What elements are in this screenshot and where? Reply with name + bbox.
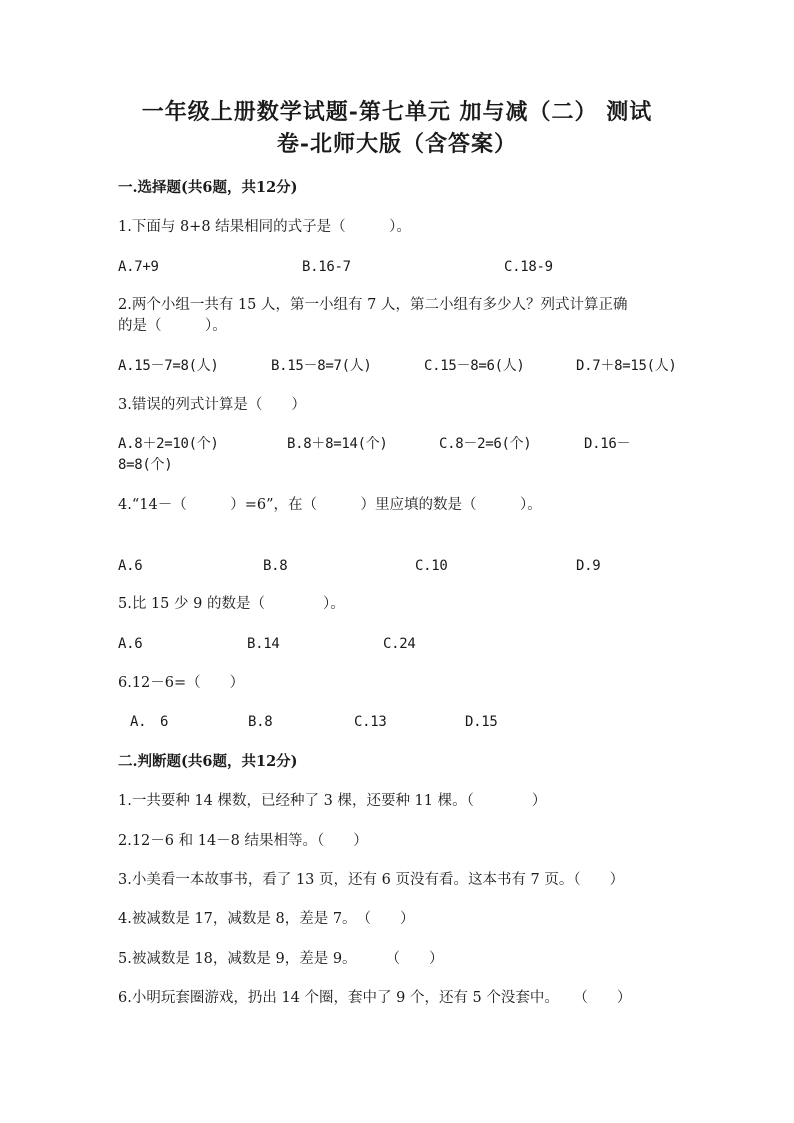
q5-option-b: B.14: [247, 636, 280, 652]
q4-option-b: B.8: [263, 558, 288, 574]
q2-option-c: C.15－8=6(人): [424, 358, 525, 374]
q3-option-c: C.8－2=6(个): [439, 436, 532, 452]
question-5: 5.比 15 少 9 的数是（ ）。: [118, 596, 345, 612]
question-1: 1.下面与 8+8 结果相同的式子是（ ）。: [118, 219, 411, 235]
q4-option-a: A.6: [118, 558, 143, 574]
q1-option-a: A.7+9: [118, 259, 159, 275]
judgement-item-4: 4.被减数是 17，减数是 8，差是 7。 （ ）: [118, 911, 415, 927]
q2-option-a: A.15－7=8(人): [118, 358, 219, 374]
q1-option-b: B.16-7: [302, 259, 351, 275]
judgement-item-6: 6.小明玩套圈游戏，扔出 14 个圈，套中了 9 个，还有 5 个没套中。 （ ）: [118, 990, 632, 1006]
question-2-line-1: 2.两个小组一共有 15 人，第一小组有 7 人，第二小组有多少人？列式计算正确: [118, 297, 628, 313]
q4-option-d: D.9: [576, 558, 601, 574]
question-3: 3.错误的列式计算是（ ）: [118, 397, 306, 413]
q1-option-c: C.18-9: [504, 259, 553, 275]
question-4: 4.“14－（ ）=6”，在（ ）里应填的数是（ ）。: [118, 497, 542, 513]
judgement-item-3: 3.小美看一本故事书，看了 13 页，还有 6 页没有看。这本书有 7 页。（ ）: [118, 872, 625, 888]
q5-option-a: A.6: [118, 636, 143, 652]
title-line-2: 卷-北师大版（含答案）: [276, 131, 518, 157]
q2-option-d: D.7＋8=15(人): [576, 358, 677, 374]
judgement-item-2: 2.12－6 和 14－8 结果相等。（ ）: [118, 833, 368, 849]
title-line-1: 一年级上册数学试题-第七单元 加与减（二） 测试: [141, 99, 653, 125]
q3-option-d: D.16－: [584, 436, 631, 452]
question-2-line-2: 的是（ ）。: [118, 318, 227, 334]
q2-option-b: B.15－8=7(人): [271, 358, 372, 374]
question-6: 6.12－6=（ ）: [118, 675, 245, 691]
q6-option-b: B.8: [248, 714, 273, 730]
q5-option-c: C.24: [383, 636, 416, 652]
judgement-item-5: 5.被减数是 18，减数是 9，差是 9。 （ ）: [118, 951, 444, 967]
q3-option-b: B.8＋8=14(个): [287, 436, 388, 452]
q4-option-c: C.10: [415, 558, 448, 574]
q3-option-d-continued: 8=8(个): [118, 457, 173, 473]
judgement-item-1: 1.一共要种 14 棵数，已经种了 3 棵，还要种 11 棵。（ ）: [118, 793, 547, 809]
q3-option-a: A.8＋2=10(个): [118, 436, 219, 452]
section-1-heading: 一.选择题(共6题，共12分): [118, 179, 298, 196]
q6-option-d: D.15: [465, 714, 498, 730]
q6-option-a: A. 6: [130, 714, 169, 730]
section-2-heading: 二.判断题(共6题，共12分): [118, 753, 298, 770]
q6-option-c: C.13: [354, 714, 387, 730]
